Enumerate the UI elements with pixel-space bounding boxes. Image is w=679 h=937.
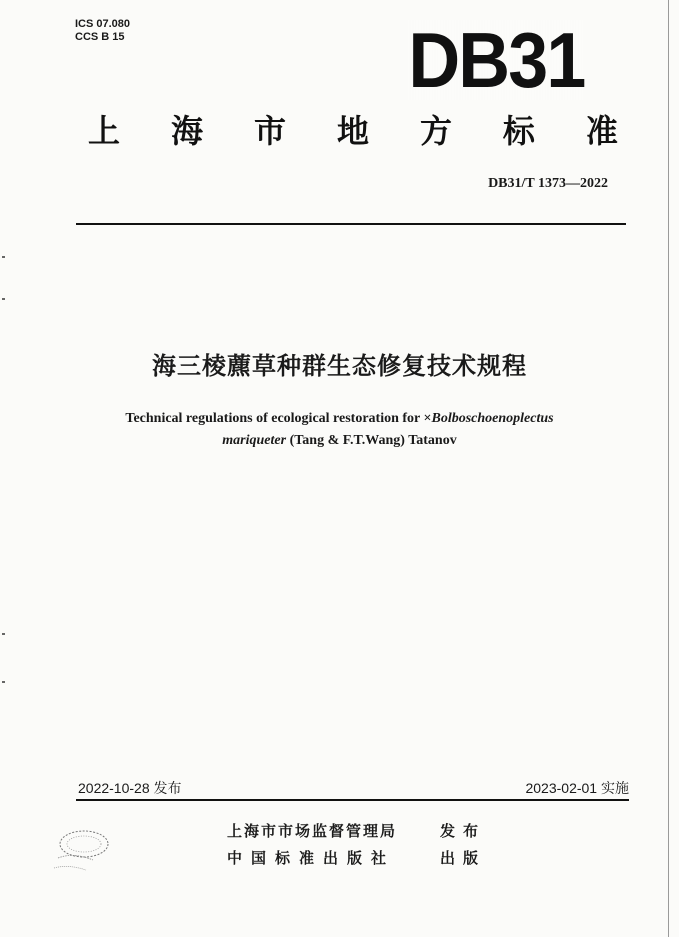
classification-codes xyxy=(75,18,130,44)
implementation-date: 2023-02-01 实施 xyxy=(525,780,629,796)
species-epithet: mariqueter xyxy=(222,433,287,448)
issue-date: 2022-10-28 发布 xyxy=(78,780,182,796)
english-title xyxy=(0,408,679,452)
bottom-divider xyxy=(76,799,629,801)
english-title-prefix: Technical regulations of ecological restoration for × xyxy=(125,411,432,426)
species-authority: (Tang & F.T.Wang) Tatanov xyxy=(286,433,457,448)
scan-mark xyxy=(2,633,5,635)
heading-char: 方 xyxy=(419,112,452,150)
heading-char: 准 xyxy=(585,112,618,150)
page-edge xyxy=(668,0,669,937)
heading-char: 地 xyxy=(336,112,369,150)
scan-mark xyxy=(2,681,5,683)
chinese-title: 海三棱藨草种群生态修复技术规程 xyxy=(152,352,527,380)
heading-char: 上 xyxy=(88,112,121,150)
standard-type-heading xyxy=(88,111,618,151)
ics-code: ICS 07.080 xyxy=(75,18,131,30)
issuing-authority: 上海市市场监督管理局 xyxy=(227,822,398,840)
stamp-seal-icon xyxy=(48,822,118,882)
heading-char: 市 xyxy=(253,112,286,150)
scan-mark xyxy=(2,298,5,300)
standard-code: DB31/T 1373—2022 xyxy=(488,176,608,191)
top-divider xyxy=(76,223,626,225)
issue-label: 发布 xyxy=(440,822,487,840)
publish-label: 出版 xyxy=(440,849,487,867)
scan-mark xyxy=(2,256,5,258)
ccs-code: CCS B 15 xyxy=(75,31,125,43)
heading-char: 海 xyxy=(170,112,203,150)
english-title-line-2 xyxy=(0,430,679,452)
db31-logo: DB31 xyxy=(407,16,584,104)
heading-char: 标 xyxy=(502,112,535,150)
english-title-line-1 xyxy=(0,408,679,430)
publisher: 中国标准出版社 xyxy=(227,849,396,867)
species-genus: Bolboschoenoplectus xyxy=(431,411,554,426)
